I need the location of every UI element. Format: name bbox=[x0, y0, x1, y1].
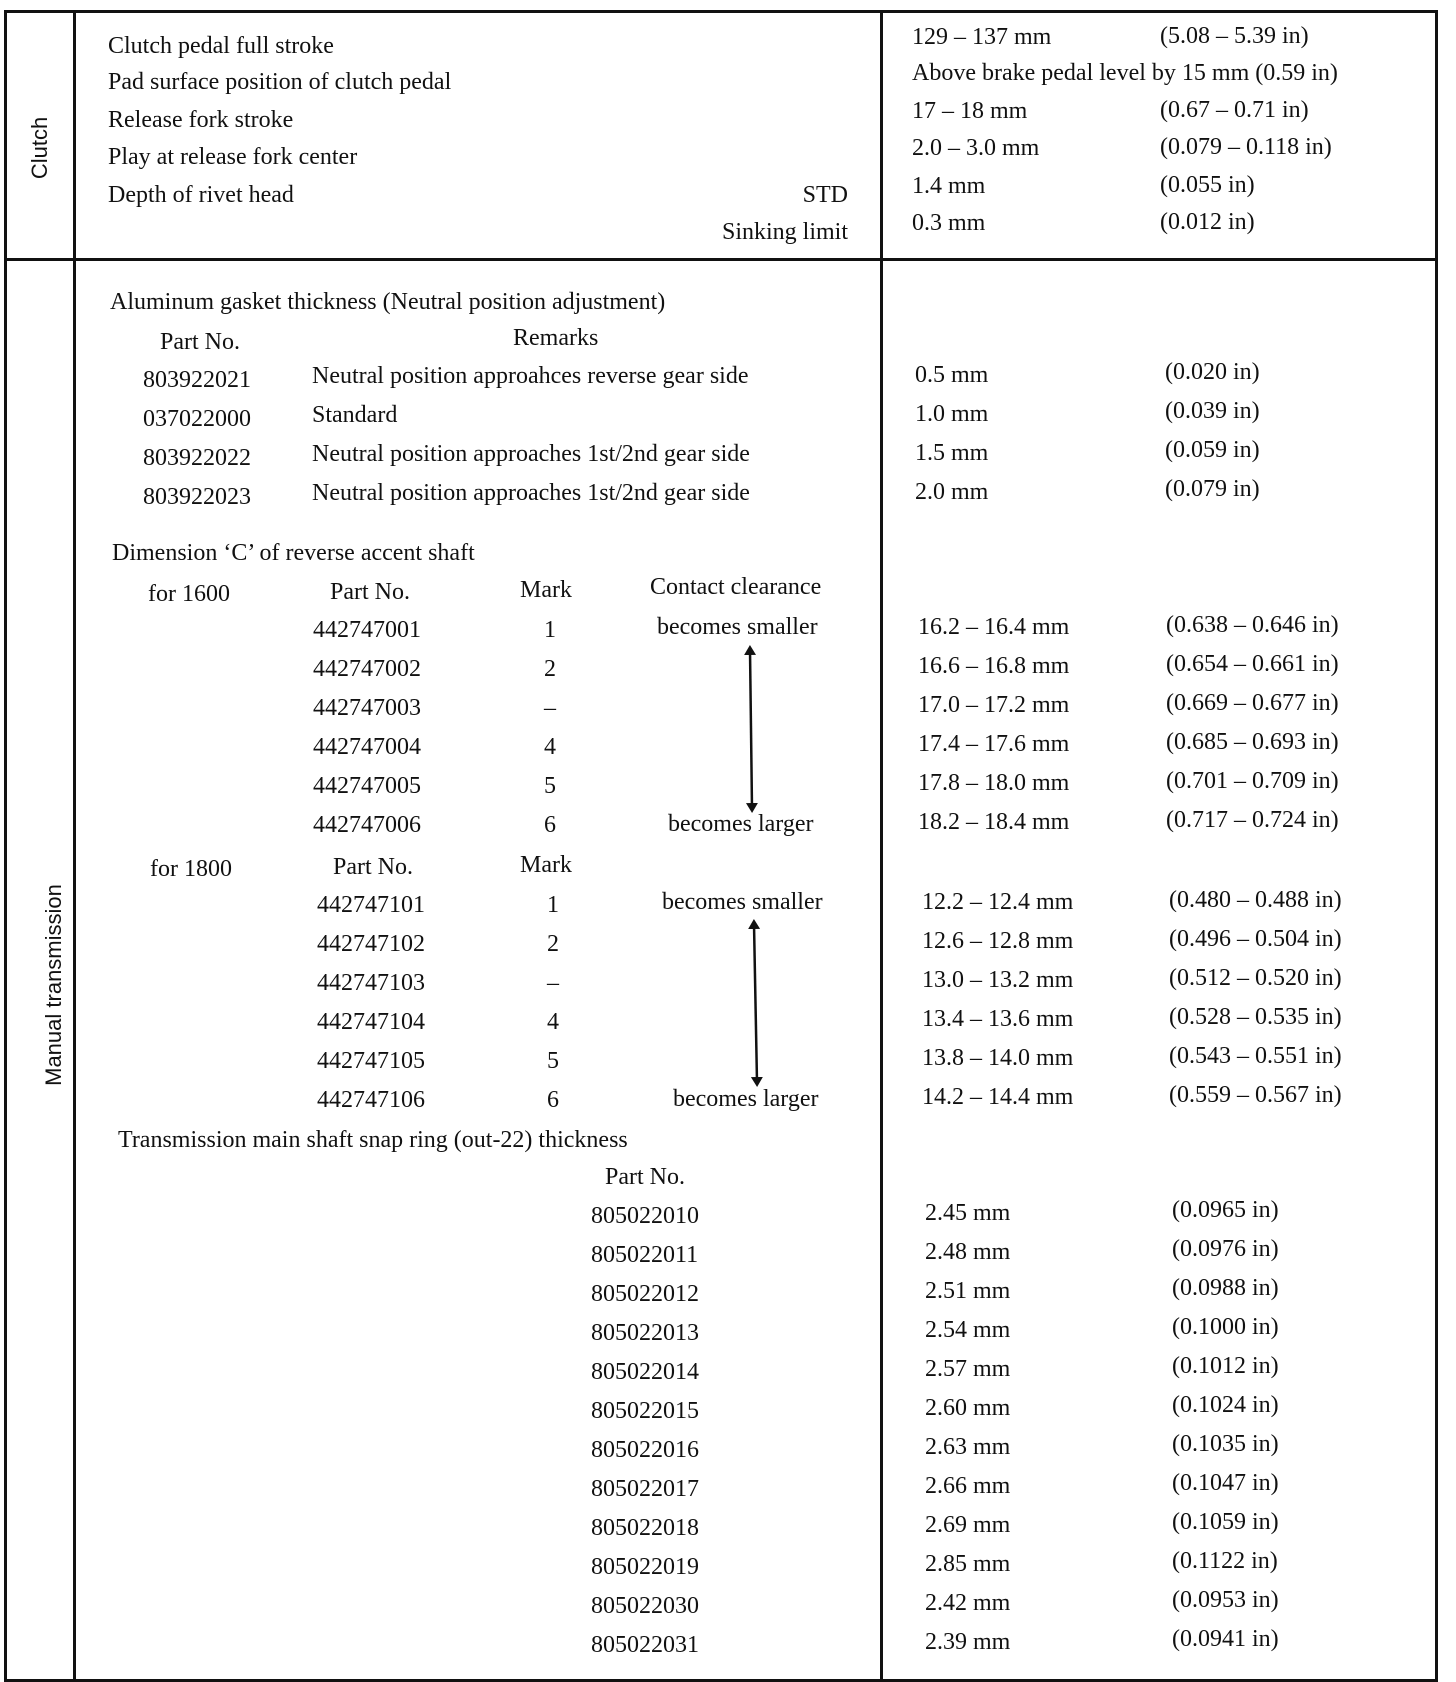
arrow-1800 bbox=[754, 924, 757, 1082]
clutch-row-sublabel: Sinking limit bbox=[721, 219, 848, 245]
clutch-row-value-inch: (5.08 – 5.39 in) bbox=[1160, 23, 1309, 49]
clutch-row-value-inch: (0.055 in) bbox=[1160, 172, 1255, 198]
dimension-part-number: 442747104 bbox=[317, 1009, 425, 1035]
snap-value-mm: 2.60 mm bbox=[925, 1395, 1011, 1421]
dimension-col-part-header: Part No. bbox=[330, 579, 410, 605]
dimension-col-contact-header: Contact clearance bbox=[650, 574, 822, 600]
gasket-col-part-header: Part No. bbox=[160, 329, 240, 355]
snap-part-number: 805022012 bbox=[591, 1281, 699, 1307]
snap-part-number: 805022019 bbox=[591, 1554, 699, 1580]
snap-part-number: 805022016 bbox=[591, 1437, 699, 1463]
dimension-part-number: 442747103 bbox=[317, 970, 425, 996]
gasket-part-number: 803922023 bbox=[143, 484, 251, 510]
snap-value-mm: 2.69 mm bbox=[925, 1512, 1011, 1538]
dimension-value-mm: 18.2 – 18.4 mm bbox=[918, 809, 1070, 835]
arrow-1600 bbox=[750, 650, 752, 808]
clutch-row-label: Pad surface position of clutch pedal bbox=[108, 69, 452, 95]
gasket-remark: Neutral position approahces reverse gear side bbox=[312, 363, 749, 389]
snap-value-mm: 2.51 mm bbox=[925, 1278, 1011, 1304]
snap-part-number: 805022015 bbox=[591, 1398, 699, 1424]
dimension-mark: 2 bbox=[544, 656, 556, 682]
dimension-value-inch: (0.559 – 0.567 in) bbox=[1169, 1082, 1342, 1108]
clutch-row-value-inch: (0.012 in) bbox=[1160, 209, 1255, 235]
dimension-mark: 2 bbox=[547, 931, 559, 957]
dimension-mark: 6 bbox=[547, 1087, 559, 1113]
clutch-row-value-mm: 129 – 137 mm bbox=[912, 24, 1052, 50]
dimension-part-number: 442747102 bbox=[317, 931, 425, 957]
dimension-value-inch: (0.512 – 0.520 in) bbox=[1169, 965, 1342, 991]
clutch-row-value-mm: 0.3 mm bbox=[912, 210, 986, 236]
snap-value-mm: 2.39 mm bbox=[925, 1629, 1011, 1655]
snap-value-mm: 2.45 mm bbox=[925, 1200, 1011, 1226]
dimension-value-mm: 17.8 – 18.0 mm bbox=[918, 770, 1070, 796]
dimension-value-inch: (0.669 – 0.677 in) bbox=[1166, 690, 1339, 716]
dimension-value-inch: (0.717 – 0.724 in) bbox=[1166, 807, 1339, 833]
clutch-row-label: Release fork stroke bbox=[108, 107, 294, 133]
clearance-larger-label: becomes larger bbox=[668, 811, 814, 837]
snap-value-mm: 2.42 mm bbox=[925, 1590, 1011, 1616]
dimension-title: Dimension ‘C’ of reverse accent shaft bbox=[112, 540, 475, 566]
snap-value-inch: (0.1059 in) bbox=[1172, 1509, 1279, 1535]
snap-part-number: 805022018 bbox=[591, 1515, 699, 1541]
dimension-value-inch: (0.496 – 0.504 in) bbox=[1169, 926, 1342, 952]
clutch-row-value-inch: (0.079 – 0.118 in) bbox=[1160, 134, 1332, 160]
section-label-clutch: Clutch bbox=[27, 116, 52, 180]
snap-value-inch: (0.1122 in) bbox=[1172, 1548, 1278, 1574]
snap-part-number: 805022030 bbox=[591, 1593, 699, 1619]
clutch-row-sublabel: STD bbox=[802, 182, 848, 208]
dimension-value-inch: (0.701 – 0.709 in) bbox=[1166, 768, 1339, 794]
gasket-col-remarks-header: Remarks bbox=[513, 325, 599, 351]
gasket-part-number: 803922021 bbox=[143, 367, 251, 393]
dimension-group-label: for 1600 bbox=[148, 581, 230, 607]
dimension-value-mm: 12.6 – 12.8 mm bbox=[922, 928, 1074, 954]
dimension-value-mm: 12.2 – 12.4 mm bbox=[922, 889, 1074, 915]
dimension-part-number: 442747006 bbox=[313, 812, 421, 838]
snap-title: Transmission main shaft snap ring (out-22) thickness bbox=[118, 1127, 628, 1153]
snap-value-inch: (0.0953 in) bbox=[1172, 1587, 1279, 1613]
snap-part-number: 805022010 bbox=[591, 1203, 699, 1229]
dimension-value-inch: (0.638 – 0.646 in) bbox=[1166, 612, 1339, 638]
snap-value-inch: (0.1035 in) bbox=[1172, 1431, 1279, 1457]
snap-value-mm: 2.54 mm bbox=[925, 1317, 1011, 1343]
snap-value-inch: (0.1047 in) bbox=[1172, 1470, 1279, 1496]
gasket-remark: Neutral position approaches 1st/2nd gear side bbox=[312, 441, 750, 467]
snap-value-inch: (0.0941 in) bbox=[1172, 1626, 1279, 1652]
dimension-mark: 1 bbox=[547, 892, 559, 918]
dimension-mark: 4 bbox=[547, 1009, 559, 1035]
dimension-mark: 1 bbox=[544, 617, 556, 643]
dimension-mark: 5 bbox=[547, 1048, 559, 1074]
gasket-remark: Standard bbox=[312, 402, 398, 428]
dimension-mark: 4 bbox=[544, 734, 556, 760]
dimension-part-number: 442747003 bbox=[313, 695, 421, 721]
snap-value-inch: (0.1012 in) bbox=[1172, 1353, 1279, 1379]
snap-value-mm: 2.57 mm bbox=[925, 1356, 1011, 1382]
dimension-value-inch: (0.685 – 0.693 in) bbox=[1166, 729, 1339, 755]
snap-part-number: 805022017 bbox=[591, 1476, 699, 1502]
dimension-part-number: 442747005 bbox=[313, 773, 421, 799]
dimension-part-number: 442747004 bbox=[313, 734, 421, 760]
snap-value-mm: 2.48 mm bbox=[925, 1239, 1011, 1265]
dimension-mark: 5 bbox=[544, 773, 556, 799]
snap-col-part-header: Part No. bbox=[605, 1164, 685, 1190]
gasket-value-inch: (0.020 in) bbox=[1165, 359, 1260, 385]
dimension-col-mark-header: Mark bbox=[520, 852, 572, 878]
snap-value-inch: (0.0988 in) bbox=[1172, 1275, 1279, 1301]
snap-value-inch: (0.1024 in) bbox=[1172, 1392, 1279, 1418]
snap-value-mm: 2.85 mm bbox=[925, 1551, 1011, 1577]
dimension-part-number: 442747001 bbox=[313, 617, 421, 643]
dimension-value-mm: 13.8 – 14.0 mm bbox=[922, 1045, 1074, 1071]
clutch-row-value-mm: 17 – 18 mm bbox=[912, 98, 1028, 124]
gasket-part-number: 037022000 bbox=[143, 406, 251, 432]
dimension-part-number: 442747101 bbox=[317, 892, 425, 918]
clearance-larger-label: becomes larger bbox=[673, 1086, 819, 1112]
dimension-value-inch: (0.480 – 0.488 in) bbox=[1169, 887, 1342, 913]
dimension-col-part-header: Part No. bbox=[333, 854, 413, 880]
dimension-part-number: 442747105 bbox=[317, 1048, 425, 1074]
snap-value-mm: 2.66 mm bbox=[925, 1473, 1011, 1499]
dimension-value-mm: 16.6 – 16.8 mm bbox=[918, 653, 1070, 679]
dimension-part-number: 442747106 bbox=[317, 1087, 425, 1113]
dimension-value-inch: (0.543 – 0.551 in) bbox=[1169, 1043, 1342, 1069]
dimension-part-number: 442747002 bbox=[313, 656, 421, 682]
gasket-remark: Neutral position approaches 1st/2nd gear side bbox=[312, 480, 750, 506]
dimension-col-mark-header: Mark bbox=[520, 577, 572, 603]
snap-part-number: 805022031 bbox=[591, 1632, 699, 1658]
gasket-value-inch: (0.059 in) bbox=[1165, 437, 1260, 463]
snap-value-inch: (0.1000 in) bbox=[1172, 1314, 1279, 1340]
dimension-group-label: for 1800 bbox=[150, 856, 232, 882]
gasket-value-mm: 0.5 mm bbox=[915, 362, 989, 388]
snap-part-number: 805022014 bbox=[591, 1359, 699, 1385]
dimension-value-mm: 13.0 – 13.2 mm bbox=[922, 967, 1074, 993]
clutch-row-value-mm: 2.0 – 3.0 mm bbox=[912, 135, 1040, 161]
clutch-row-label: Play at release fork center bbox=[108, 144, 358, 170]
gasket-value-mm: 1.5 mm bbox=[915, 440, 989, 466]
clutch-row-label: Depth of rivet head bbox=[108, 182, 294, 208]
snap-part-number: 805022013 bbox=[591, 1320, 699, 1346]
clutch-row-value-inch: (0.67 – 0.71 in) bbox=[1160, 97, 1309, 123]
clutch-row-value-mm: 1.4 mm bbox=[912, 173, 986, 199]
dimension-mark: 6 bbox=[544, 812, 556, 838]
gasket-part-number: 803922022 bbox=[143, 445, 251, 471]
dimension-value-mm: 14.2 – 14.4 mm bbox=[922, 1084, 1074, 1110]
snap-value-mm: 2.63 mm bbox=[925, 1434, 1011, 1460]
dimension-value-inch: (0.654 – 0.661 in) bbox=[1166, 651, 1339, 677]
dimension-mark: – bbox=[544, 695, 556, 721]
section-label-manual-transmission: Manual transmission bbox=[41, 884, 66, 1086]
gasket-title: Aluminum gasket thickness (Neutral position adjustment) bbox=[110, 289, 666, 315]
gasket-value-inch: (0.039 in) bbox=[1165, 398, 1260, 424]
clutch-row-label: Clutch pedal full stroke bbox=[108, 33, 334, 59]
dimension-mark: – bbox=[547, 970, 559, 996]
clearance-smaller-label: becomes smaller bbox=[662, 889, 823, 915]
gasket-value-mm: 2.0 mm bbox=[915, 479, 989, 505]
snap-part-number: 805022011 bbox=[591, 1242, 699, 1268]
dimension-value-mm: 16.2 – 16.4 mm bbox=[918, 614, 1070, 640]
dimension-value-mm: 13.4 – 13.6 mm bbox=[922, 1006, 1074, 1032]
dimension-value-mm: 17.4 – 17.6 mm bbox=[918, 731, 1070, 757]
snap-value-inch: (0.0965 in) bbox=[1172, 1197, 1279, 1223]
dimension-value-inch: (0.528 – 0.535 in) bbox=[1169, 1004, 1342, 1030]
clearance-smaller-label: becomes smaller bbox=[657, 614, 818, 640]
snap-value-inch: (0.0976 in) bbox=[1172, 1236, 1279, 1262]
gasket-value-inch: (0.079 in) bbox=[1165, 476, 1260, 502]
clutch-row-value-mm: Above brake pedal level by 15 mm (0.59 in) bbox=[912, 60, 1338, 86]
gasket-value-mm: 1.0 mm bbox=[915, 401, 989, 427]
dimension-value-mm: 17.0 – 17.2 mm bbox=[918, 692, 1070, 718]
